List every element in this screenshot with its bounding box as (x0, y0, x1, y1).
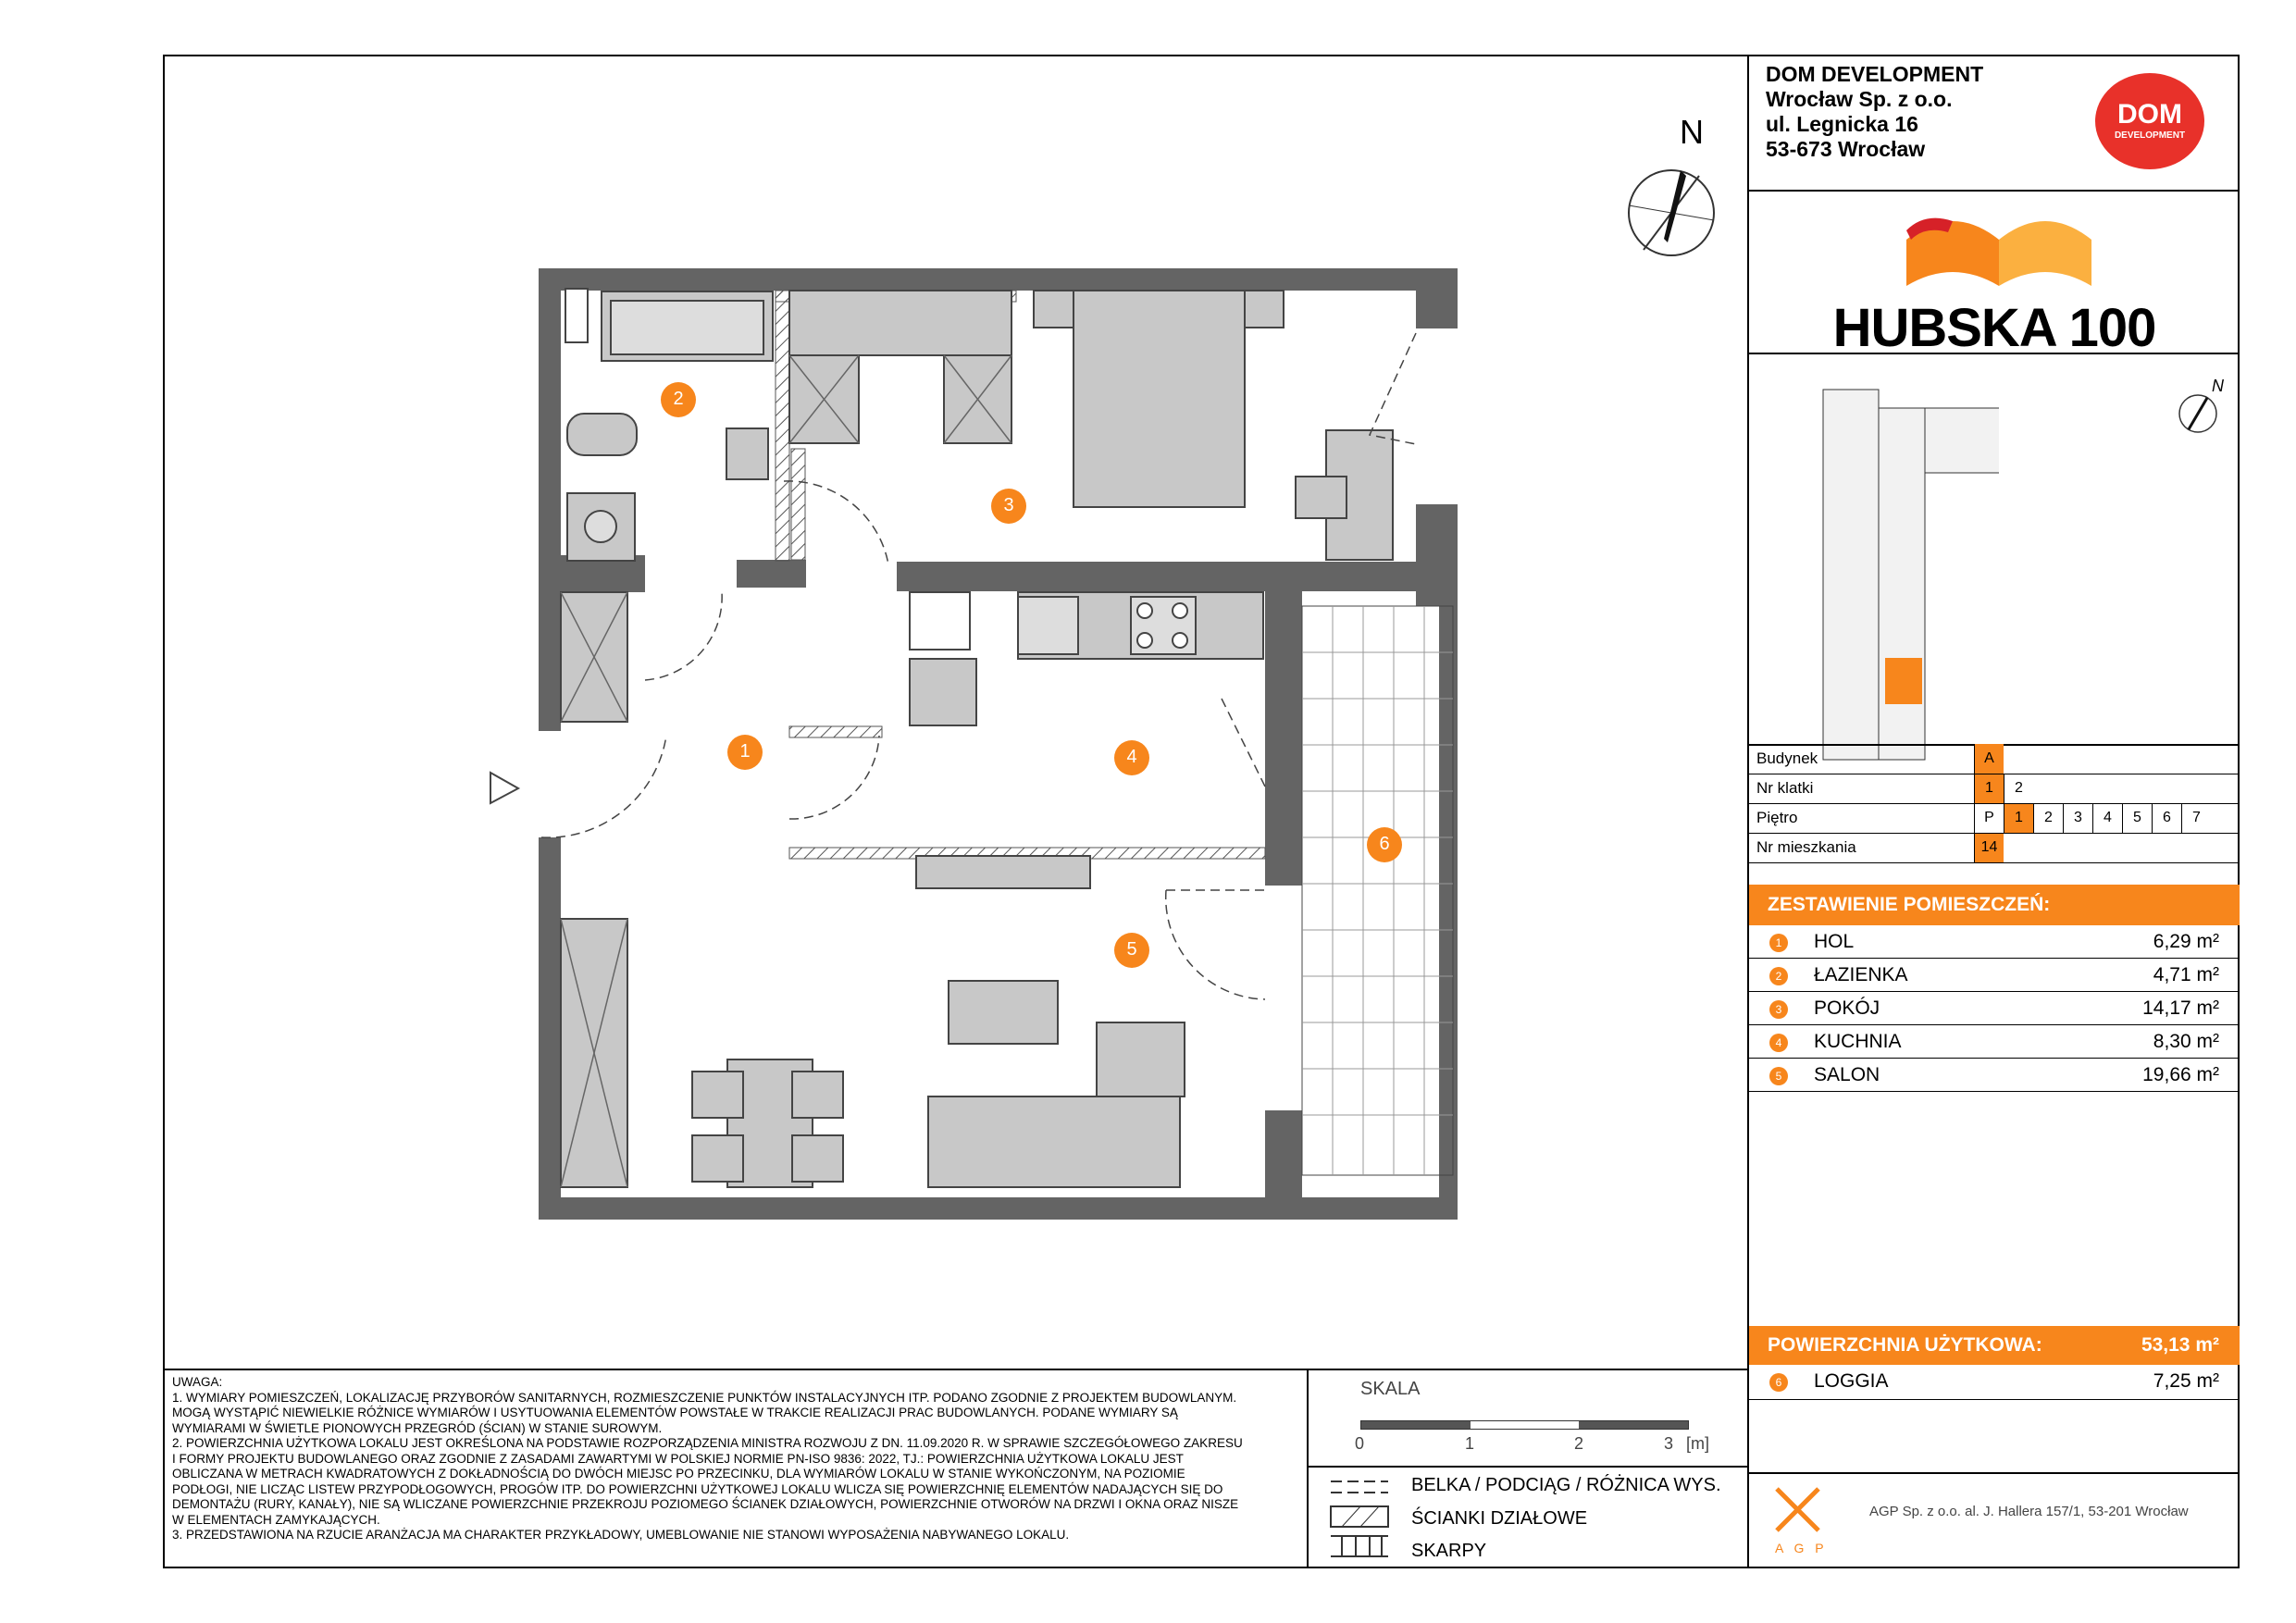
logo-subtext: DEVELOPMENT (2114, 130, 2186, 141)
company-name: DOM DEVELOPMENT (1766, 62, 1984, 86)
note-line: DEMONTAŻU (RURY, KANAŁY), NIE SĄ WLICZANE POWIERZCHNIE PRZEKROJU POZIOMEGO ŚCIANEK DZIAŁOWYCH, POWIERZCHNIE OTWORÓW NA DRZWI I OKNA ORAZ NISZE (172, 1497, 1239, 1511)
dom-development-logo (2095, 73, 2204, 169)
bottom-divider (163, 1369, 1747, 1370)
cell-pietro-4: 4 (2092, 803, 2122, 833)
cell-pietro-3: 3 (2063, 803, 2092, 833)
cell-mieszkanie: 14 (1974, 833, 2004, 862)
room-name: ŁAZIENKA (1814, 964, 1908, 985)
cell-pietro-7: 7 (2181, 803, 2211, 833)
company-address (1766, 62, 1983, 162)
cell-pietro-5: 5 (2122, 803, 2152, 833)
room-name: SALON (1814, 1064, 1880, 1085)
room-area: 8,30 m² (2153, 1031, 2219, 1052)
bedroom-furniture (1034, 291, 1393, 560)
scale-tick: 3 (1664, 1434, 1674, 1453)
note-line: I FORMY PROJEKTU BUDOWLANEGO ORAZ ZGODNIE Z ZASADAMI ZAWARTYMI W POLSKIEJ NORMIE PN-ISO 9836: 2022, TJ.: POWIERZCHNIA UŻYTKOWA LOKALU JEST (172, 1451, 1184, 1466)
notes-block (172, 1375, 1301, 1543)
scale-bar (1360, 1420, 1689, 1430)
room-number: 2 (1769, 967, 1788, 985)
room-name: LOGGIA (1814, 1370, 1889, 1392)
film-strip-logo-icon (1897, 203, 2101, 304)
north-compass-icon (1629, 170, 1714, 255)
room-area: 19,66 m² (2142, 1064, 2219, 1085)
marker-4: 4 (1126, 747, 1137, 767)
rooms-header: ZESTAWIENIE POMIESZCZEŃ: (1749, 885, 2240, 925)
label-pietro: Piętro (1756, 809, 1798, 826)
note-line: PODŁOGI, NIE LICZĄC LISTEW PRZYPODŁOGOWYCH, PROGÓW ITP. DO POWIERZCHNI UŻYTKOWEJ LOKALU WLICZA SIĘ POWIERZCHNIĘ ELEMENTÓW NADAJĄCYCH SIĘ DO (172, 1481, 1223, 1496)
cell-budynek: A (1974, 744, 2004, 774)
compass-n-label: N (1680, 113, 1704, 151)
room-name: HOL (1814, 931, 1855, 952)
room-row (1749, 992, 2240, 1025)
label-budynek: Budynek (1756, 750, 1818, 767)
room-number: 4 (1769, 1034, 1788, 1052)
marker-3: 3 (1003, 495, 1014, 515)
note-line: OBLICZANA W METRACH KWADRATOWYCH Z DOKŁADNOŚCIĄ DO DWÓCH MIEJSC PO PRZECINKU, DLA WYMIARÓW LOKALU W STANIE WYKOŃCZONYM, NA POZIOMIE (172, 1467, 1185, 1481)
scale-tick: 2 (1574, 1434, 1584, 1453)
company-street: ul. Legnicka 16 (1766, 112, 1918, 136)
company-city: 53-673 Wrocław (1766, 137, 1926, 161)
room-name: POKÓJ (1814, 997, 1880, 1019)
label-nr-klatki: Nr klatki (1756, 779, 1814, 797)
small-compass-n: N (2212, 377, 2224, 395)
company-line2: Wrocław Sp. z o.o. (1766, 87, 1953, 111)
cell-pietro-1: 1 (2004, 803, 2033, 833)
label-nr-mieszkania: Nr mieszkania (1756, 838, 1856, 856)
scale-divider (1307, 1466, 1747, 1468)
room-name: KUCHNIA (1814, 1031, 1902, 1052)
room-number: 1 (1769, 934, 1788, 952)
note-line: MOGĄ WYSTĄPIĆ NIEWIELKIE RÓŻNICE WYMIARÓW I USYTUOWANIA ELEMENTÓW POWSTAŁE W TRAKCIE REALIZACJI PRAC BUDOWLANYCH. PODANE WYMIARY SĄ (172, 1406, 1178, 1419)
cell-klatka-1: 1 (1974, 774, 2004, 803)
notes-divider (1307, 1369, 1309, 1568)
hatched-box-icon (1331, 1506, 1388, 1527)
info-panel (1747, 55, 2240, 1568)
room-row (1749, 959, 2240, 992)
marker-1: 1 (739, 741, 751, 762)
usable-area-bar (1749, 1326, 2240, 1365)
note-line: 3. PRZEDSTAWIONA NA RZUCIE ARANŻACJA MA CHARAKTER PRZYKŁADOWY, UMEBLOWANIE NIE STANOWI WYPOSAŻENIA NABYWANEGO LOKALU. (172, 1528, 1070, 1542)
note-line: W ELEMENTACH ZAMYKAJĄCYCH. (172, 1512, 380, 1527)
legend-label: BELKA / PODCIĄG / RÓŻNICA WYS. (1411, 1475, 1721, 1495)
loggia-tiles (1302, 606, 1453, 1175)
reveal-icon (1331, 1536, 1388, 1556)
cell-pietro-p: P (1974, 803, 2004, 833)
usable-area-value: 53,13 m² (2141, 1334, 2219, 1356)
loggia-row (1749, 1365, 2240, 1400)
cell-pietro-6: 6 (2152, 803, 2181, 833)
site-plan-thumbnail (1814, 380, 1999, 778)
bathroom-fixtures (565, 289, 773, 561)
floor-plan (163, 55, 1747, 1369)
room-area: 14,17 m² (2142, 997, 2219, 1019)
room-number: 5 (1769, 1067, 1788, 1085)
entry-arrow-icon (490, 773, 518, 803)
notes-title: UWAGA: (172, 1375, 223, 1389)
legend-label: ŚCIANKI DZIAŁOWE (1411, 1508, 1588, 1529)
cell-pietro-2: 2 (2033, 803, 2063, 833)
room-row (1749, 1059, 2240, 1092)
marker-2: 2 (673, 389, 684, 409)
room-row (1749, 1025, 2240, 1059)
cell-klatka-2: 2 (2004, 774, 2033, 803)
scale-tick: 1 (1465, 1434, 1475, 1453)
logo-text: DOM (2117, 99, 2182, 130)
room-area: 6,29 m² (2153, 931, 2219, 952)
architect-address: AGP Sp. z o.o. al. J. Hallera 157/1, 53-201 Wrocław (1869, 1504, 2189, 1519)
usable-area-label: POWIERZCHNIA UŻYTKOWA: (1768, 1334, 2042, 1356)
note-line: 2. POWIERZCHNIA UŻYTKOWA LOKALU JEST OKREŚLONA NA PODSTAWIE ROZPORZĄDZENIA MINISTRA ROZWOJU Z DN. 11.09.2020 R. W SPRAWIE SZCZEGÓŁOWEGO ZAKRESU (172, 1436, 1243, 1450)
dashed-lines-icon (1331, 1481, 1388, 1493)
legend-label: SKARPY (1411, 1541, 1487, 1561)
agp-logo-icon (1772, 1484, 1828, 1540)
room-row (1749, 925, 2240, 959)
room-number: 6 (1769, 1373, 1788, 1392)
scale-unit: [m] (1686, 1434, 1709, 1453)
note-line: 1. WYMIARY POMIESZCZEŃ, LOKALIZACJĘ PRZYBORÓW SANITARNYCH, ROZMIESZCZENIE PUNKTÓW INSTALACYJNYCH ITP. PODANO ZGODNIE Z PROJEKTEM BUDOWLANYM. (172, 1390, 1237, 1405)
living-room-furniture (692, 981, 1185, 1187)
marker-6: 6 (1379, 834, 1390, 854)
agp-logo-text: A G P (1775, 1541, 1828, 1555)
marker-5: 5 (1126, 939, 1137, 960)
room-area: 7,25 m² (2153, 1370, 2219, 1392)
kitchen-furniture (910, 592, 1263, 888)
scale-title: SKALA (1360, 1379, 1421, 1399)
room-area: 4,71 m² (2153, 964, 2219, 985)
legend-icons (1328, 1477, 1393, 1560)
note-line: WYMIARAMI W ŚWIETLE PIONOWYCH PRZEGRÓD (ŚCIAN) W STANIE SUROWYM. (172, 1420, 663, 1435)
project-title: HUBSKA 100 (1832, 298, 2156, 358)
scale-tick: 0 (1355, 1434, 1365, 1453)
location-grid (1749, 744, 2240, 862)
room-number: 3 (1769, 1000, 1788, 1019)
